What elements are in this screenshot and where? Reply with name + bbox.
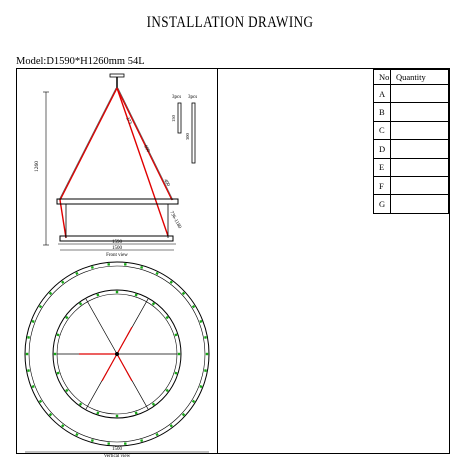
led-dot [140,266,143,269]
led-dot [57,372,60,375]
cable-rear [117,88,171,236]
dim-cable-low: 400 [162,178,171,188]
row-label: C [374,121,391,139]
led-dot [27,336,30,339]
led-dot [178,353,180,355]
led-dot [204,336,207,339]
row-label: F [374,176,391,194]
dim-cable-bottom: 736-1180 [168,210,182,230]
dim-cable-mid: 600 [142,144,151,154]
suspension-cables [60,88,172,238]
label-front-view: Front view [106,253,128,258]
dim-width-inner: 1500 [112,246,122,251]
rod-parts [178,103,195,163]
cable-outline [59,88,173,200]
row-label: E [374,158,391,176]
led-dot [26,353,28,355]
model-spec: Model:D1590*H1260mm 54L [16,56,145,67]
led-dot [206,353,208,355]
led-dot [91,439,94,442]
led-dot [116,415,118,417]
dim-rod-b: 300 [185,133,190,140]
drawing-title: INSTALLATION DRAWING [146,14,314,31]
center-hub [115,352,119,356]
label-pcs-a: 3pcs [172,95,182,100]
led-dot [174,372,177,375]
led-dot [174,333,177,336]
led-dot [124,442,127,445]
led-dot [199,385,202,388]
dim-rod-a: 150 [171,115,176,122]
led-dot [204,369,207,372]
led-dot [107,442,110,445]
led-dot [54,353,56,355]
row-label: B [374,103,391,121]
label-vertical-view: Vertical view [103,454,131,459]
height-dimension [43,92,49,245]
led-dot [96,411,99,414]
row-label: D [374,140,391,158]
dim-bottom: 1500 [112,447,122,452]
led-dot [107,263,110,266]
led-dot [124,263,127,266]
ring-front-view [57,199,178,241]
led-dot [32,320,35,323]
led-dot [140,439,143,442]
led-dot [91,266,94,269]
dim-top-rod: 373 [124,116,133,126]
led-dot [57,333,60,336]
header-quantity: Quantity [391,70,449,85]
led-dot [135,294,138,297]
header-no: No [374,70,391,85]
row-label: A [374,85,391,103]
dim-width-outer: 1590 [112,240,122,245]
cable-left-drop [60,200,66,238]
led-dot [199,320,202,323]
led-dot [27,369,30,372]
cable-left [60,88,117,200]
label-pcs-b: 3pcs [188,95,198,100]
ceiling-canopy [110,74,124,88]
led-dot [96,294,99,297]
led-dot [32,385,35,388]
row-label: G [374,195,391,213]
led-dot [135,411,138,414]
led-dot [116,291,118,293]
dim-height: 1260 [34,161,40,172]
